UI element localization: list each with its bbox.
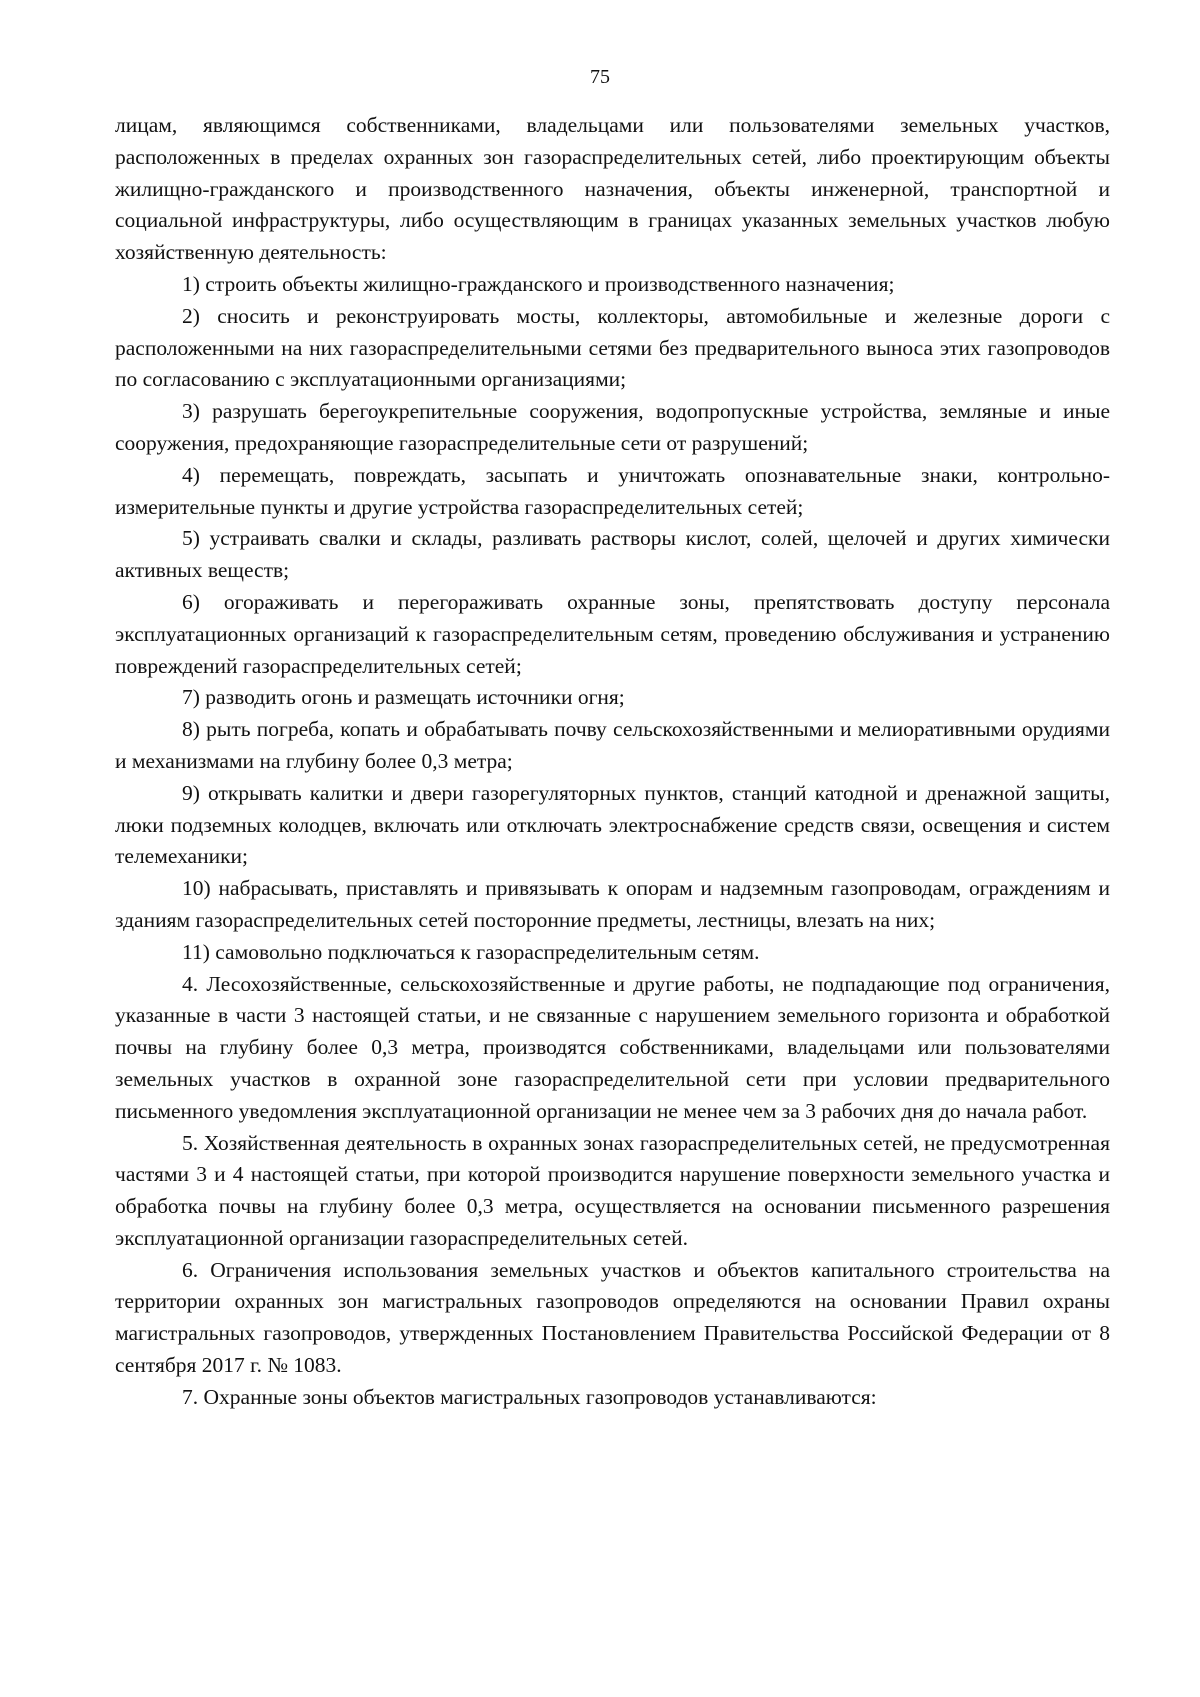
list-item-7: 7) разводить огонь и размещать источники огня; (182, 685, 625, 710)
list-item-4: 4) перемещать, повреждать, засыпать и уничтожать опознавательные знаки, контрольно-измерительные пункты и другие устройства газораспределительных сетей; (115, 462, 1110, 519)
clause-7: 7. Охранные зоны объектов магистральных газопроводов устанавливаются: (182, 1384, 877, 1409)
page-number: 75 (590, 66, 610, 88)
list-item-8: 8) рыть погреба, копать и обрабатывать почву сельскохозяйственными и мелиоративными орудиями и механизмами на глубину более 0,3 метра; (115, 717, 1110, 773)
paragraph-continuation: лицам, являющимся собственниками, владельцами или пользователями земельных участков, расположенных в пределах охранных зон газораспределительных сетей, либо проектирующим объекты жилищно-гражданского и производственного назначения, объекты инженерной, транспортной и социальной инфраструктуры, либо осуществляющим в границах указанных земельных участков любую хозяйственную деятельность: (115, 113, 1110, 265)
list-item-10: 10) набрасывать, приставлять и привязывать к опорам и надземным газопроводам, ограждениям и зданиям газораспределительных сетей посторонние предметы, лестницы, влезать на них; (115, 876, 1110, 932)
clause-5: 5. Хозяйственная деятельность в охранных зонах газораспределительных сетей, не предусмотренная частями 3 и 4 настоящей статьи, при которой производится нарушение поверхности земельного участка и обработка почвы на глубину более 0,3 метра, осуществляется на основании письменного разрешения эксплуатационной организации газораспределительных сетей. (115, 1130, 1110, 1250)
list-item-11: 11) самовольно подключаться к газораспределительным сетям. (182, 939, 760, 964)
list-item-9: 9) открывать калитки и двери газорегуляторных пунктов, станций катодной и дренажной защиты, люки подземных колодцев, включать или отключать электроснабжение средств связи, освещения и систем телемеханики; (115, 780, 1110, 869)
clause-6: 6. Ограничения использования земельных участков и объектов капитального строительства на территории охранных зон магистральных газопроводов определяются на основании Правил охраны магистральных газопроводов, утвержденных Постановлением Правительства Российской Федерации от 8 сентября 2017 г. № 1083. (115, 1257, 1110, 1378)
document-body (115, 110, 1110, 1414)
list-item-3: 3) разрушать берегоукрепительные сооружения, водопропускные устройства, земляные и иные сооружения, предохраняющие газораспределительные сети от разрушений; (115, 399, 1110, 455)
list-item-5: 5) устраивать свалки и склады, разливать растворы кислот, солей, щелочей и других химически активных веществ; (115, 526, 1110, 583)
list-item-6: 6) огораживать и перегораживать охранные зоны, препятствовать доступу персонала эксплуатационных организаций к газораспределительным сетям, проведению обслуживания и устранению повреждений газораспределительных сетей; (115, 589, 1110, 678)
clause-4: 4. Лесохозяйственные, сельскохозяйственные и другие работы, не подпадающие под ограничения, указанные в части 3 настоящей статьи, и не связанные с нарушением земельного горизонта и обработкой почвы на глубину более 0,3 метра, производятся собственниками, владельцами или пользователями земельных участков в охранной зоне газораспределительной сети при условии предварительного письменного уведомления эксплуатационной организации не менее чем за 3 рабочих дня до начала работ. (115, 971, 1110, 1123)
list-item-2: 2) сносить и реконструировать мосты, коллекторы, автомобильные и железные дороги с расположенными на них газораспределительными сетями без предварительного выноса этих газопроводов по согласованию с эксплуатационными организациями; (115, 303, 1110, 392)
list-item-1: 1) строить объекты жилищно-гражданского и производственного назначения; (182, 271, 895, 296)
